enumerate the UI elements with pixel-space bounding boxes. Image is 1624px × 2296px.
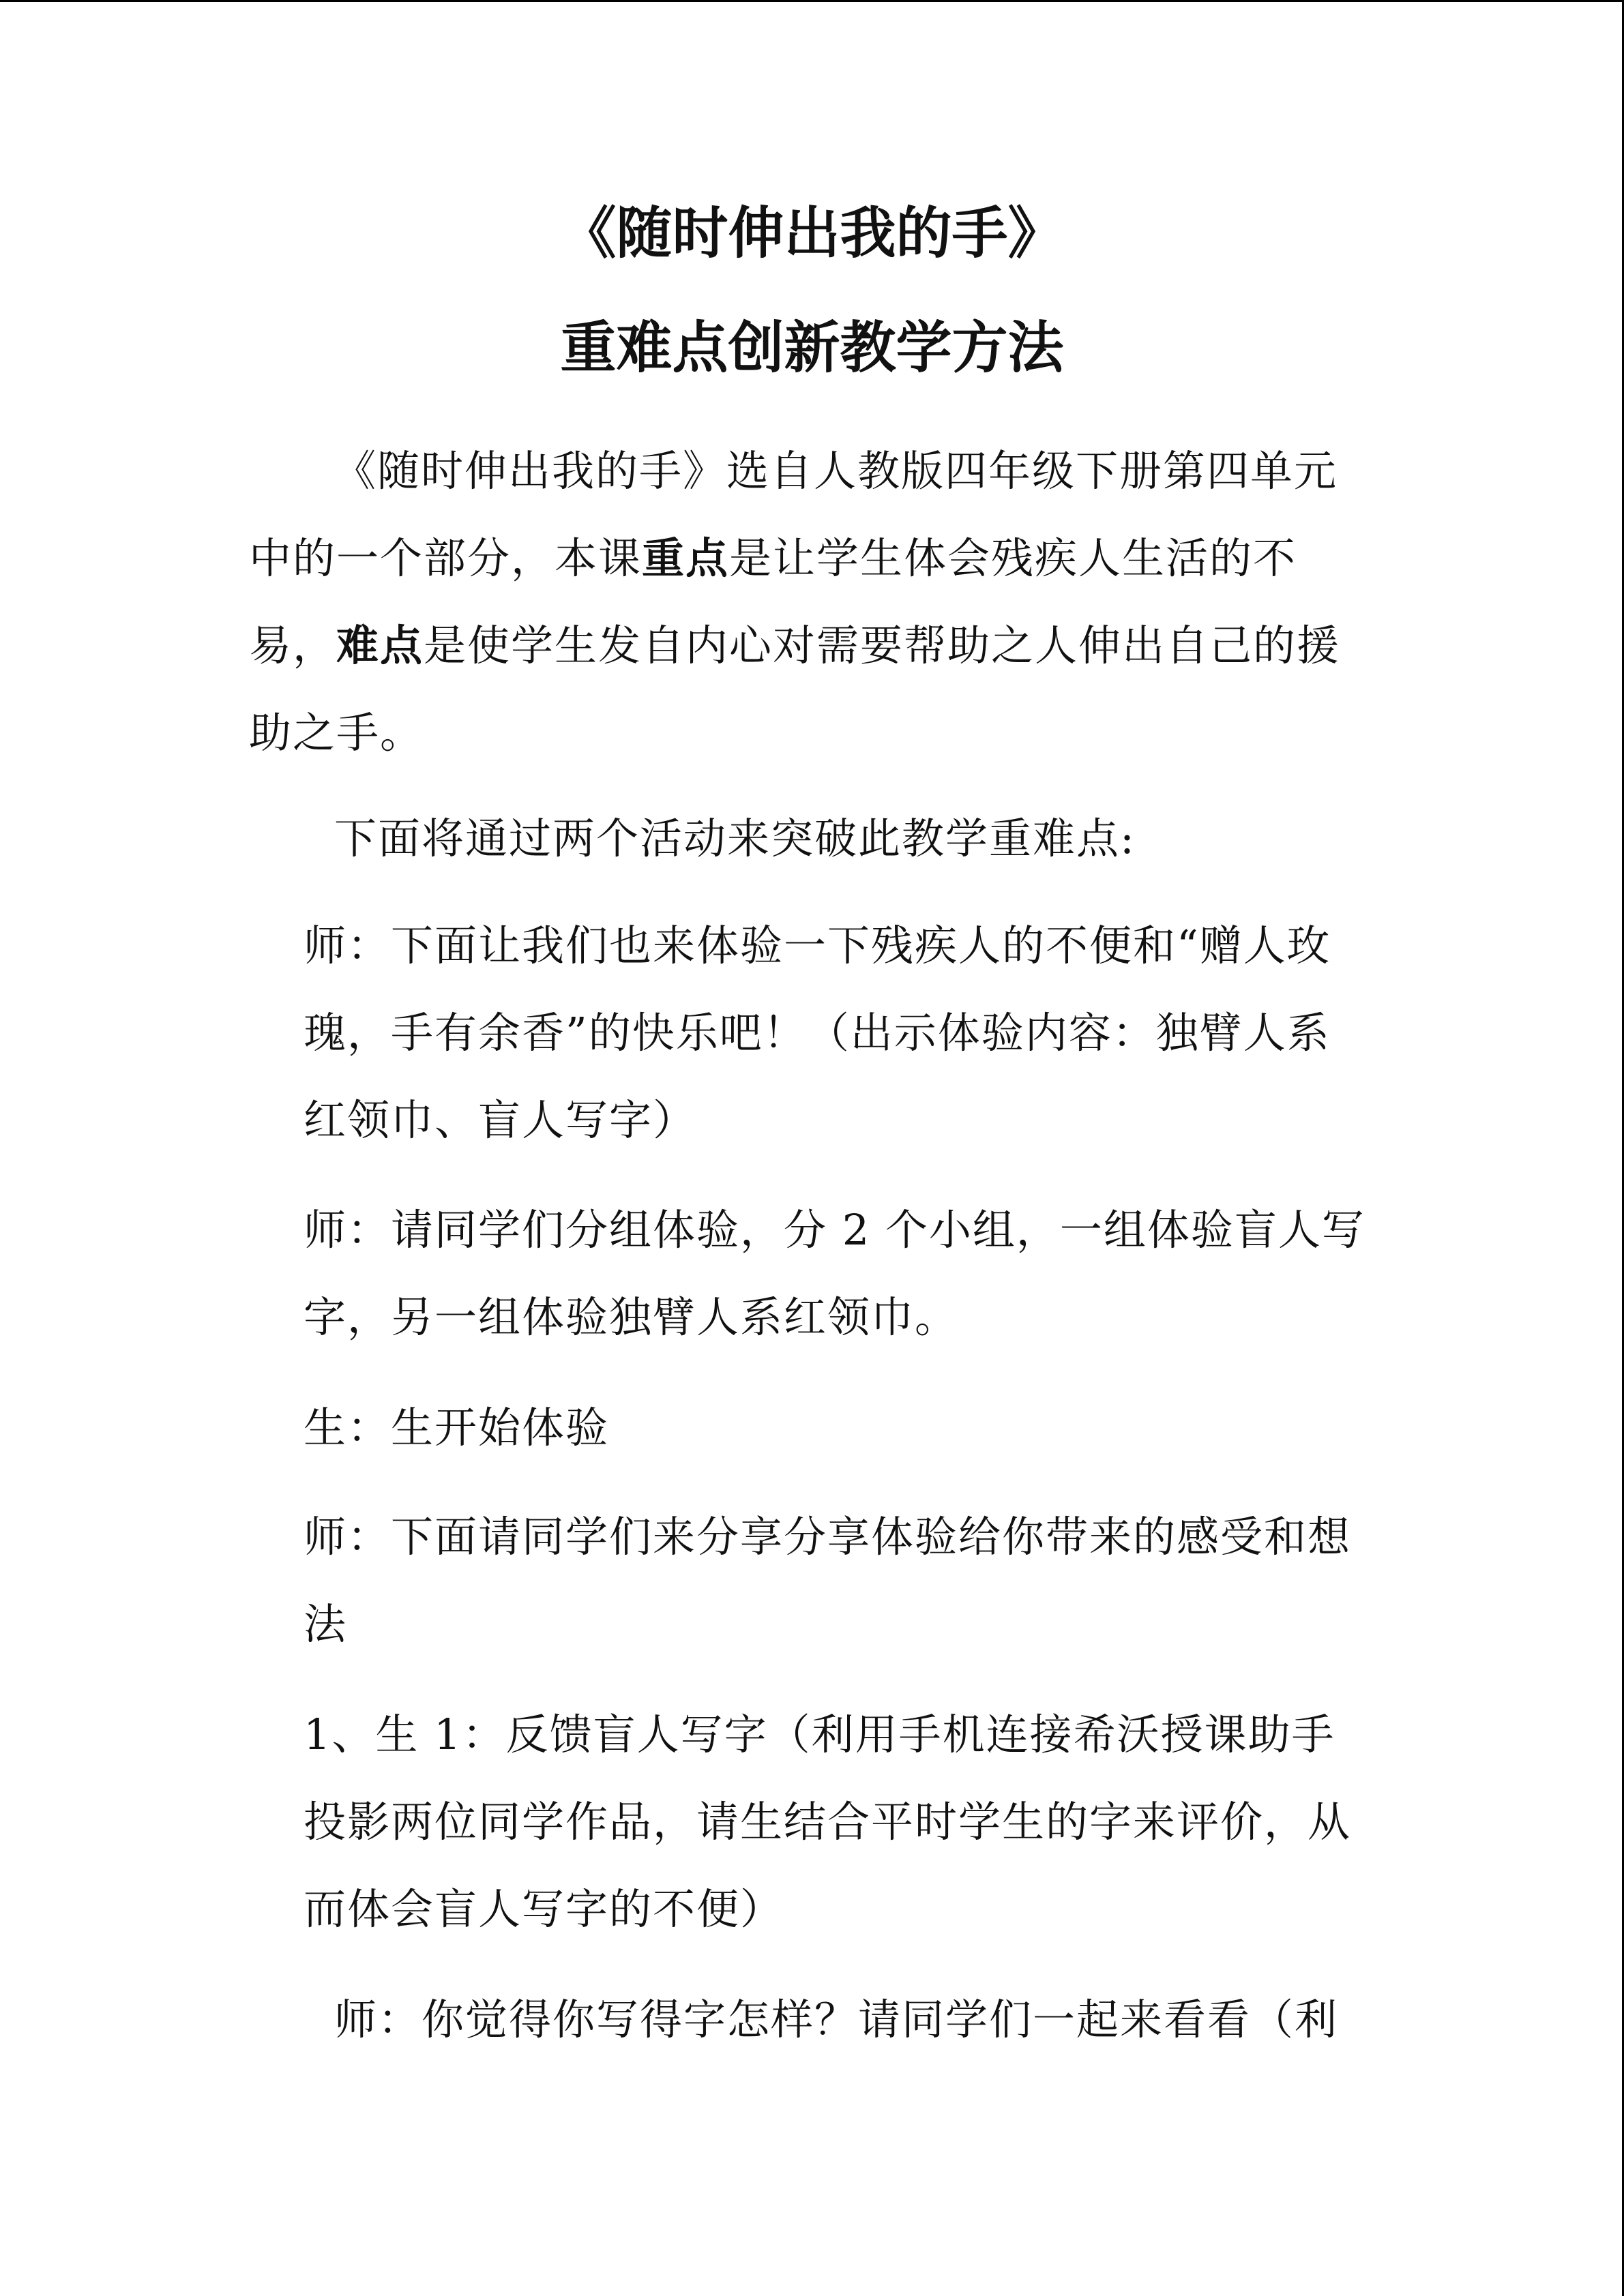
intro-paragraph: [249, 428, 1354, 777]
dialogue-line-5: 1、生 1：反馈盲人写字（利用手机连接希沃授课助手投影两位同学作品，请生结合平时学生的字来评价，从而体会盲人写字的不便）: [304, 1710, 1352, 1934]
lead-paragraph: 下面将通过两个活动来突破此教学重难点:: [334, 814, 1136, 863]
dialogue-line-2: 师：请同学们分组体验，分 2 个小组，一组体验盲人写字，另一组体验独臂人系红领巾。: [304, 1205, 1365, 1342]
intro-bold-difficult-point: 难点: [336, 621, 424, 670]
intro-text-3: 是使学生发自内心对需要帮助之人伸出自己的援助之手。: [249, 621, 1341, 758]
dialogue-line-1: 师：下面让我们也来体验一下残疾人的不便和“赠人玫瑰，手有余香”的快乐吧！（出示体验内容：独臂人系红领巾、盲人写字）: [304, 921, 1331, 1145]
dialogue-line-6: 师：你觉得你写得字怎样？请同学们一起来看看（利: [334, 1995, 1339, 2044]
document-subtitle: 重难点创新教学方法: [560, 316, 1064, 381]
dialogue-line-4: 师：下面请同学们来分享分享体验给你带来的感受和想法: [304, 1512, 1352, 1649]
intro-text-1: 《随时伸出我的手》选自人教版四年级下册第四单元中的一个部分，本课: [249, 446, 1338, 583]
intro-bold-key-point: 重点: [642, 533, 730, 583]
dialogue-line-3: 生：生开始体验: [304, 1403, 610, 1452]
intro-text-2: 是让学生体会残疾人生活的不易，: [249, 533, 1297, 670]
document-title: 《随时伸出我的手》: [560, 201, 1064, 266]
